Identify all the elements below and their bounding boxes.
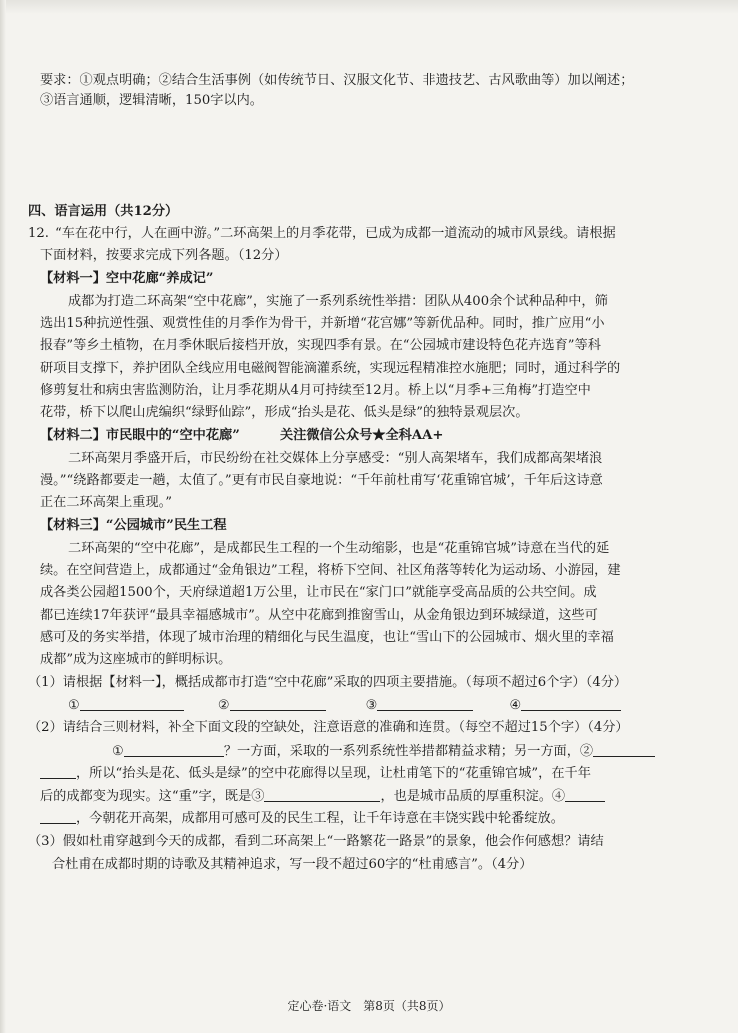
fill-blank-4[interactable] (565, 789, 605, 802)
answer-row-1 (68, 697, 621, 715)
material-3-line: 续。在空间营造上，成都通过“金角银边”工程，将桥下空间、社区角落等转化为运动场、小游园，建 (40, 563, 621, 578)
material-3-line: 都已连续17年获评“最具幸福感城市”。从空中花廊到推窗雪山，从金角银边到环城绿道，这些可 (40, 608, 598, 623)
material-1-title: 【材料一】空中花廊“养成记” (40, 271, 214, 286)
question-number: 12. (28, 226, 49, 241)
writing-requirement-2: ③语言通顺，逻辑清晰，150字以内。 (40, 93, 263, 108)
scan-left-shadow (0, 0, 6, 1033)
material-2-line: 正在二环高架上重现。” (40, 495, 173, 510)
fill-text: ，今朝花开高架，成都用可感可及的民生工程，让千年诗意在丰饶实践中轮番绽放。 (76, 811, 564, 826)
scan-top-shadow (0, 0, 738, 14)
material-1-line: 报春”等乡土植物，在月季休眠后接档开放，实现四季有景。在“公园城市建设特色花卉选育”等科 (40, 338, 601, 353)
answer-blank-2[interactable] (230, 698, 326, 711)
material-3-line: 成各类公园超1500个，天府绿道超1万公里，让市民在“家门口”就能享受高品质的公共空间。成 (40, 585, 597, 600)
fill-blank-4-continued[interactable] (40, 811, 76, 824)
fill-passage-line-3 (40, 788, 605, 806)
fill-passage-line-2 (40, 765, 591, 783)
page-footer: 定心卷·语文 第8页（共8页） (287, 999, 451, 1013)
sub-question-2: （2）请结合三则材料，补全下面文段的空缺处，注意语意的准确和连贯。（每空不超过15个字）（4分） (28, 720, 629, 735)
answer-blank-1[interactable] (80, 698, 184, 711)
material-3-line: 感可及的务实举措，体现了城市治理的精细化与民生温度，也让“雪山下的公园城市、烟火里的幸福 (40, 630, 614, 645)
material-1-line: 选出15种抗逆性强、观赏性佳的月季作为骨干，并新增“花宫娜”等新优品种。同时，推广应用“小 (40, 316, 605, 331)
answer-marker-1: ① (68, 698, 80, 713)
fill-text: 后的成都变为现实。这“重”字，既是③ (40, 789, 265, 804)
answer-marker-2: ② (217, 698, 230, 713)
question-12-line-2: 下面材料，按要求完成下列各题。（12分） (40, 248, 288, 263)
sub-question-1: （1）请根据【材料一】，概括成都市打造“空中花廊”采取的四项主要措施。（每项不超过6个字）（4分） (28, 675, 628, 690)
material-1-line: 研项目支撑下，养护团队全线应用电磁阀智能滴灌系统，实现远程精准控水施肥；同时，通过科学的 (40, 361, 621, 376)
sub-question-3-line-1: （3）假如杜甫穿越到今天的成都，看到二环高架上“一路繁花一路景”的景象，他会作何感想？请结 (28, 834, 604, 849)
question-12-stem: “车在花中行，人在画中游。”二环高架上的月季花带，已成为成都一道流动的城市风景线。请根据 (54, 226, 616, 241)
material-1-line: 花带，桥下以爬山虎编织“绿野仙踪”，形成“抬头是花、低头是绿”的独特景观层次。 (40, 405, 529, 420)
material-3-line: 二环高架的“空中花廊”，是成都民生工程的一个生动缩影，也是“花重锦官城”诗意在当代的延 (68, 541, 610, 556)
section-title: 四、语言运用（共12分） (28, 204, 179, 219)
fill-blank-1[interactable] (124, 744, 224, 757)
material-3-title: 【材料三】“公园城市”民生工程 (40, 518, 227, 533)
blank-marker-1: ① (112, 744, 124, 759)
answer-blank-4[interactable] (521, 698, 621, 711)
material-2-title: 【材料二】市民眼中的“空中花廊” (40, 428, 240, 443)
fill-passage-line-1 (112, 743, 655, 761)
material-3-line: 成都”成为这座城市的鲜明标识。 (40, 652, 232, 667)
material-1-line: 成都为打造二环高架“空中花廊”，实施了一系列系统性举措：团队从400余个试种品种中，筛 (68, 294, 608, 309)
material-2-line: 漫。”“绕路都要走一趟，太值了。”更有市民自豪地说：“千年前杜甫写‘花重锦官城’，千年后这诗意 (40, 473, 603, 488)
fill-text: ，所以“抬头是花、低头是绿”的空中花廊得以呈现，让杜甫笔下的“花重锦官城”，在千年 (76, 766, 591, 781)
fill-blank-2-continued[interactable] (40, 766, 76, 779)
material-2-line: 二环高架月季盛开后，市民纷纷在社交媒体上分享感受：“别人高架堵车，我们成都高架堵浪 (68, 451, 603, 466)
sub-question-3-line-2: 合杜甫在成都时期的诗歌及其精神追求，写一段不超过60字的“杜甫感言”。（4分） (52, 857, 533, 872)
fill-passage-line-4 (40, 810, 564, 828)
answer-marker-4: ④ (509, 698, 522, 713)
fill-text: ？一方面，采取的一系列系统性举措都精益求精；另一方面，② (223, 744, 594, 759)
fill-text: ，也是城市品质的厚重积淀。④ (380, 789, 566, 804)
answer-marker-3: ③ (365, 698, 378, 713)
material-1-line: 修剪复壮和病虫害监测防治，让月季花期从4月可持续至12月。桥上以“月季+三角梅”打造空中 (40, 383, 591, 398)
fill-blank-2[interactable] (593, 744, 655, 757)
answer-blank-3[interactable] (377, 698, 473, 711)
question-12-line-1 (28, 225, 616, 243)
watermark-text: 关注微信公众号★全科AA+ (280, 428, 444, 443)
writing-requirement-1: 要求：①观点明确；②结合生活事例（如传统节日、汉服文化节、非遗技艺、古风歌曲等）加以阐述； (40, 73, 634, 88)
fill-blank-3[interactable] (264, 789, 380, 802)
